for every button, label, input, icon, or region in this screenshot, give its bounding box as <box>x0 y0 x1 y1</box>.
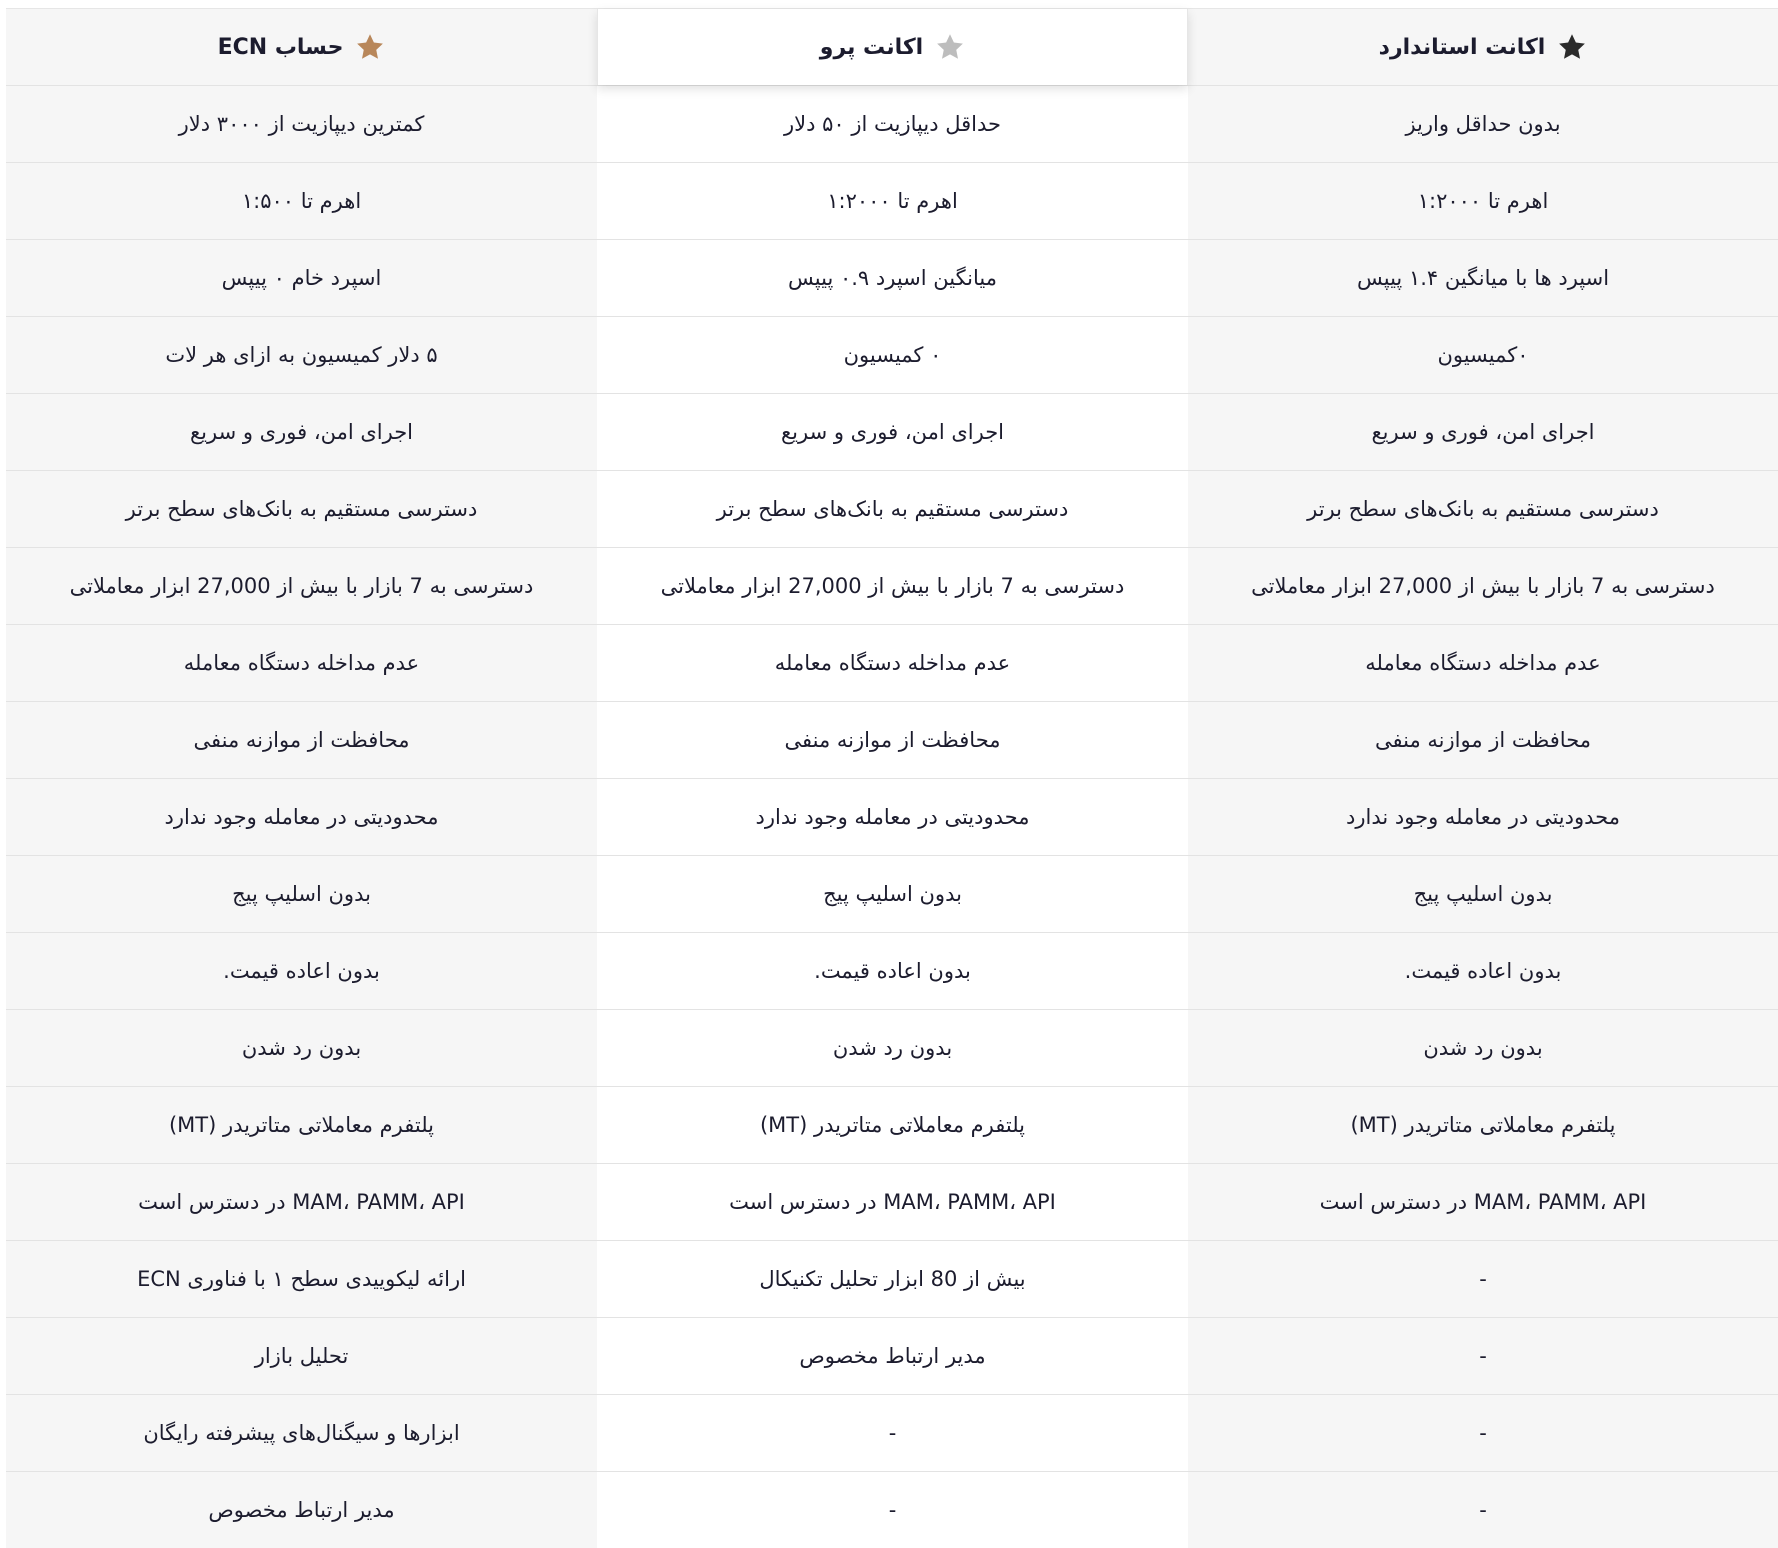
table-row <box>6 856 1778 933</box>
table-cell: عدم مداخله دستگاه معامله <box>1188 625 1778 701</box>
column-title: اکانت پرو <box>819 34 924 60</box>
table-cell: اهرم تا ۱:۲۰۰۰ <box>1188 163 1778 239</box>
table-cell: بدون رد شدن <box>597 1010 1188 1086</box>
table-cell: پلتفرم معاملاتی متاتریدر (MT) <box>597 1087 1188 1163</box>
table-cell: بدون اعاده قیمت. <box>1188 933 1778 1009</box>
table-row <box>6 933 1778 1010</box>
table-row <box>6 1241 1778 1318</box>
table-cell: اهرم تا ۱:۲۰۰۰ <box>597 163 1188 239</box>
table-cell: دسترسی به 7 بازار با بیش از 27,000 ابزار معاملاتی <box>6 548 597 624</box>
table-cell: بدون رد شدن <box>6 1010 597 1086</box>
table-cell: محافظت از موازنه منفی <box>597 702 1188 778</box>
table-cell: بدون اعاده قیمت. <box>6 933 597 1009</box>
table-cell: دسترسی مستقیم به بانک‌های سطح برتر <box>6 471 597 547</box>
table-row <box>6 702 1778 779</box>
column-title: اکانت استاندارد <box>1378 34 1546 60</box>
table-cell: بدون اسلیپ پیج <box>597 856 1188 932</box>
table-cell: مدیر ارتباط مخصوص <box>597 1318 1188 1394</box>
table-cell: بدون اسلیپ پیج <box>6 856 597 932</box>
table-row <box>6 86 1778 163</box>
column-title: حساب ECN <box>217 34 344 60</box>
table-cell: - <box>1188 1395 1778 1471</box>
table-cell: - <box>597 1472 1188 1548</box>
table-cell: ۰ کمیسیون <box>597 317 1188 393</box>
table-cell: محدودیتی در معامله وجود ندارد <box>1188 779 1778 855</box>
table-cell: مدیر ارتباط مخصوص <box>6 1472 597 1548</box>
table-cell: بیش از 80 ابزار تحلیل تکنیکال <box>597 1241 1188 1317</box>
table-cell: محدودیتی در معامله وجود ندارد <box>6 779 597 855</box>
table-cell: ۰کمیسیون <box>1188 317 1778 393</box>
table-cell: محافظت از موازنه منفی <box>1188 702 1778 778</box>
table-row <box>6 471 1778 548</box>
table-row <box>6 625 1778 702</box>
table-cell: عدم مداخله دستگاه معامله <box>597 625 1188 701</box>
table-row <box>6 317 1778 394</box>
star-icon <box>1557 32 1587 62</box>
table-row <box>6 1395 1778 1472</box>
table-row <box>6 548 1778 625</box>
table-cell: بدون اعاده قیمت. <box>597 933 1188 1009</box>
table-cell: کمترین دیپازیت از ۳۰۰۰ دلار <box>6 86 597 162</box>
table-cell: - <box>597 1395 1188 1471</box>
column-header-pro <box>597 9 1188 85</box>
table-cell: بدون اسلیپ پیج <box>1188 856 1778 932</box>
table-cell: ۵ دلار کمیسیون به ازای هر لات <box>6 317 597 393</box>
column-header-standard <box>1188 9 1778 85</box>
table-cell: دسترسی مستقیم به بانک‌های سطح برتر <box>597 471 1188 547</box>
table-cell: بدون حداقل واریز <box>1188 86 1778 162</box>
table-cell: محدودیتی در معامله وجود ندارد <box>597 779 1188 855</box>
table-row <box>6 1164 1778 1241</box>
table-row <box>6 1087 1778 1164</box>
table-cell: میانگین اسپرد ۰.۹ پیپس <box>597 240 1188 316</box>
star-icon <box>935 32 965 62</box>
table-row <box>6 1010 1778 1087</box>
table-cell: دسترسی به 7 بازار با بیش از 27,000 ابزار معاملاتی <box>597 548 1188 624</box>
table-cell: پلتفرم معاملاتی متاتریدر (MT) <box>1188 1087 1778 1163</box>
table-cell: ارائه لیکوییدی سطح ۱ با فناوری ECN <box>6 1241 597 1317</box>
table-row <box>6 163 1778 240</box>
table-cell: اسپرد خام ۰ پیپس <box>6 240 597 316</box>
table-cell: اجرای امن، فوری و سریع <box>597 394 1188 470</box>
table-row <box>6 1472 1778 1548</box>
table-cell: MAM، PAMM، API در دسترس است <box>6 1164 597 1240</box>
table-cell: اسپرد ها با میانگین ۱.۴ پیپس <box>1188 240 1778 316</box>
table-cell: تحلیل بازار <box>6 1318 597 1394</box>
table-cell: عدم مداخله دستگاه معامله <box>6 625 597 701</box>
table-cell: اهرم تا ۱:۵۰۰ <box>6 163 597 239</box>
table-cell: پلتفرم معاملاتی متاتریدر (MT) <box>6 1087 597 1163</box>
table-cell: - <box>1188 1318 1778 1394</box>
table-cell: اجرای امن، فوری و سریع <box>1188 394 1778 470</box>
table-cell: - <box>1188 1241 1778 1317</box>
table-cell: دسترسی به 7 بازار با بیش از 27,000 ابزار معاملاتی <box>1188 548 1778 624</box>
table-row <box>6 1318 1778 1395</box>
star-icon <box>355 32 385 62</box>
table-row <box>6 394 1778 471</box>
table-cell: - <box>1188 1472 1778 1548</box>
table-row <box>6 779 1778 856</box>
table-cell: MAM، PAMM، API در دسترس است <box>1188 1164 1778 1240</box>
table-cell: دسترسی مستقیم به بانک‌های سطح برتر <box>1188 471 1778 547</box>
account-comparison-table <box>6 8 1778 1548</box>
table-cell: حداقل دیپازیت از ۵۰ دلار <box>597 86 1188 162</box>
table-cell: محافظت از موازنه منفی <box>6 702 597 778</box>
table-header-row <box>6 9 1778 86</box>
column-header-ecn <box>6 9 597 85</box>
table-row <box>6 240 1778 317</box>
table-cell: ابزارها و سیگنال‌های پیشرفته رایگان <box>6 1395 597 1471</box>
table-cell: MAM، PAMM، API در دسترس است <box>597 1164 1188 1240</box>
table-cell: اجرای امن، فوری و سریع <box>6 394 597 470</box>
table-cell: بدون رد شدن <box>1188 1010 1778 1086</box>
